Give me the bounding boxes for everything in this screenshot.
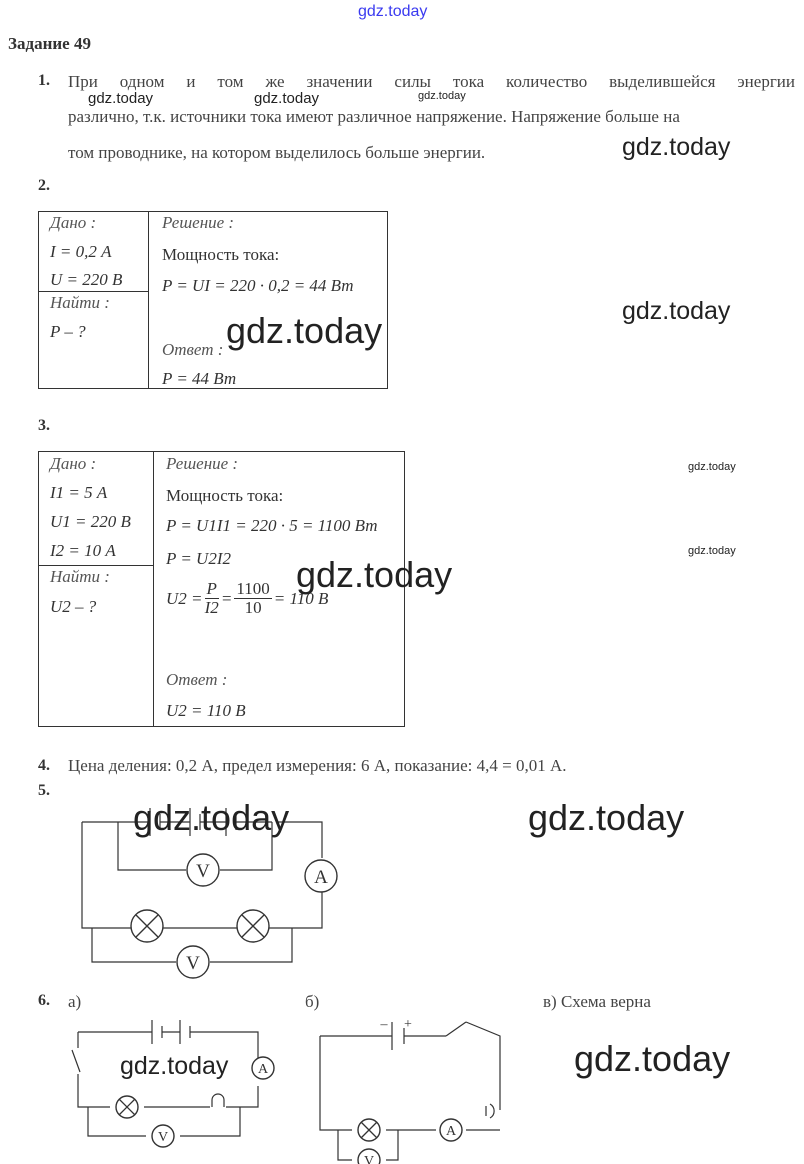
- watermark: gdz.today: [622, 297, 731, 325]
- fraction-denominator: I2: [204, 598, 219, 617]
- given-voltage-1: U1 = 220 В: [50, 512, 131, 531]
- given-current-2: I2 = 10 А: [50, 541, 116, 560]
- given-label: Дано :: [50, 454, 97, 473]
- solution-line: Мощность тока:: [162, 245, 280, 264]
- question-6-number: 6.: [38, 992, 50, 1009]
- switch-icon: [446, 1022, 466, 1036]
- watermark: gdz.today: [88, 90, 154, 107]
- solution-formula-2: P = U2I2: [166, 549, 231, 568]
- formula-lhs: U2 =: [166, 588, 203, 608]
- question-6-c-text: в) Схема верна: [543, 992, 651, 1011]
- socket-icon: [212, 1094, 224, 1107]
- question-3-number: 3.: [38, 417, 50, 434]
- watermark: gdz.today: [688, 545, 736, 557]
- solution-label: Решение :: [162, 213, 235, 232]
- switch-icon: [72, 1032, 80, 1072]
- watermark: gdz.today: [120, 1052, 229, 1080]
- watermark: gdz.today: [254, 90, 320, 107]
- ammeter-label: A: [445, 1124, 457, 1139]
- watermark: gdz.today: [688, 461, 736, 473]
- given-label: Дано :: [50, 213, 97, 232]
- voltmeter-label: V: [186, 953, 200, 974]
- solution-formula: P = UI = 220 · 0,2 = 44 Вт: [162, 276, 354, 295]
- fraction-numerator: 1100: [236, 579, 270, 598]
- fraction-denominator: 10: [244, 598, 262, 617]
- battery-icon: [392, 1022, 404, 1050]
- page-title: Задание 49: [8, 34, 91, 53]
- question-5-number: 5.: [38, 782, 50, 799]
- watermark: gdz.today: [133, 797, 290, 838]
- question-1-number: 1.: [38, 72, 50, 89]
- wire: [320, 1022, 500, 1110]
- question-6-a-label: а): [68, 992, 82, 1011]
- question-4-text: Цена деления: 0,2 А, предел измерения: 6 А, показание: 4,4 = 0,01 А.: [68, 756, 567, 775]
- answer-label: Ответ :: [162, 340, 224, 359]
- question-1-line-3: том проводнике, на котором выделилось больше энергии.: [68, 143, 486, 162]
- ammeter-label: A: [314, 867, 328, 888]
- watermark-top: gdz.today: [358, 3, 428, 20]
- find-value: U2 – ?: [50, 597, 97, 616]
- find-value: P – ?: [50, 322, 86, 341]
- plus-sign: +: [404, 1017, 412, 1032]
- question-1-line-1: При одном и том же значении силы тока количество выделившейся энергии: [68, 72, 795, 91]
- watermark: gdz.today: [226, 310, 383, 351]
- answer-value: U2 = 110 В: [166, 701, 246, 720]
- answer-value: P = 44 Вт: [162, 369, 237, 388]
- find-label: Найти :: [50, 293, 110, 312]
- watermark: gdz.today: [418, 90, 466, 102]
- watermark: gdz.today: [528, 797, 685, 838]
- given-voltage: U = 220 В: [50, 270, 123, 289]
- ammeter-label: A: [257, 1062, 269, 1077]
- watermark: gdz.today: [622, 133, 731, 161]
- formula-rhs: = 110 В: [273, 588, 329, 608]
- socket-icon: [486, 1104, 494, 1118]
- solution-label: Решение :: [166, 454, 239, 473]
- answer-label: Ответ :: [166, 670, 228, 689]
- minus-sign: –: [380, 1017, 388, 1032]
- question-6-b-label: б): [305, 992, 320, 1011]
- voltmeter-label: V: [157, 1130, 169, 1145]
- voltmeter-label: V: [363, 1154, 375, 1164]
- find-label: Найти :: [50, 567, 110, 586]
- question-1-line-2: различно, т.к. источники тока имеют различное напряжение. Напряжение больше на: [68, 107, 680, 126]
- solution-formula-1: P = U1I1 = 220 · 5 = 1100 Вт: [166, 516, 378, 535]
- given-current-1: I1 = 5 А: [50, 483, 108, 502]
- given-current: I = 0,2 А: [50, 242, 112, 261]
- equals-sign: =: [220, 588, 233, 608]
- wire: [320, 1036, 500, 1130]
- question-4-number: 4.: [38, 757, 50, 774]
- solution-line: Мощность тока:: [166, 486, 284, 505]
- watermark: gdz.today: [296, 554, 453, 595]
- watermark: gdz.today: [574, 1038, 731, 1079]
- question-2-number: 2.: [38, 177, 50, 194]
- voltmeter-label: V: [196, 861, 210, 882]
- fraction-numerator: P: [206, 579, 217, 598]
